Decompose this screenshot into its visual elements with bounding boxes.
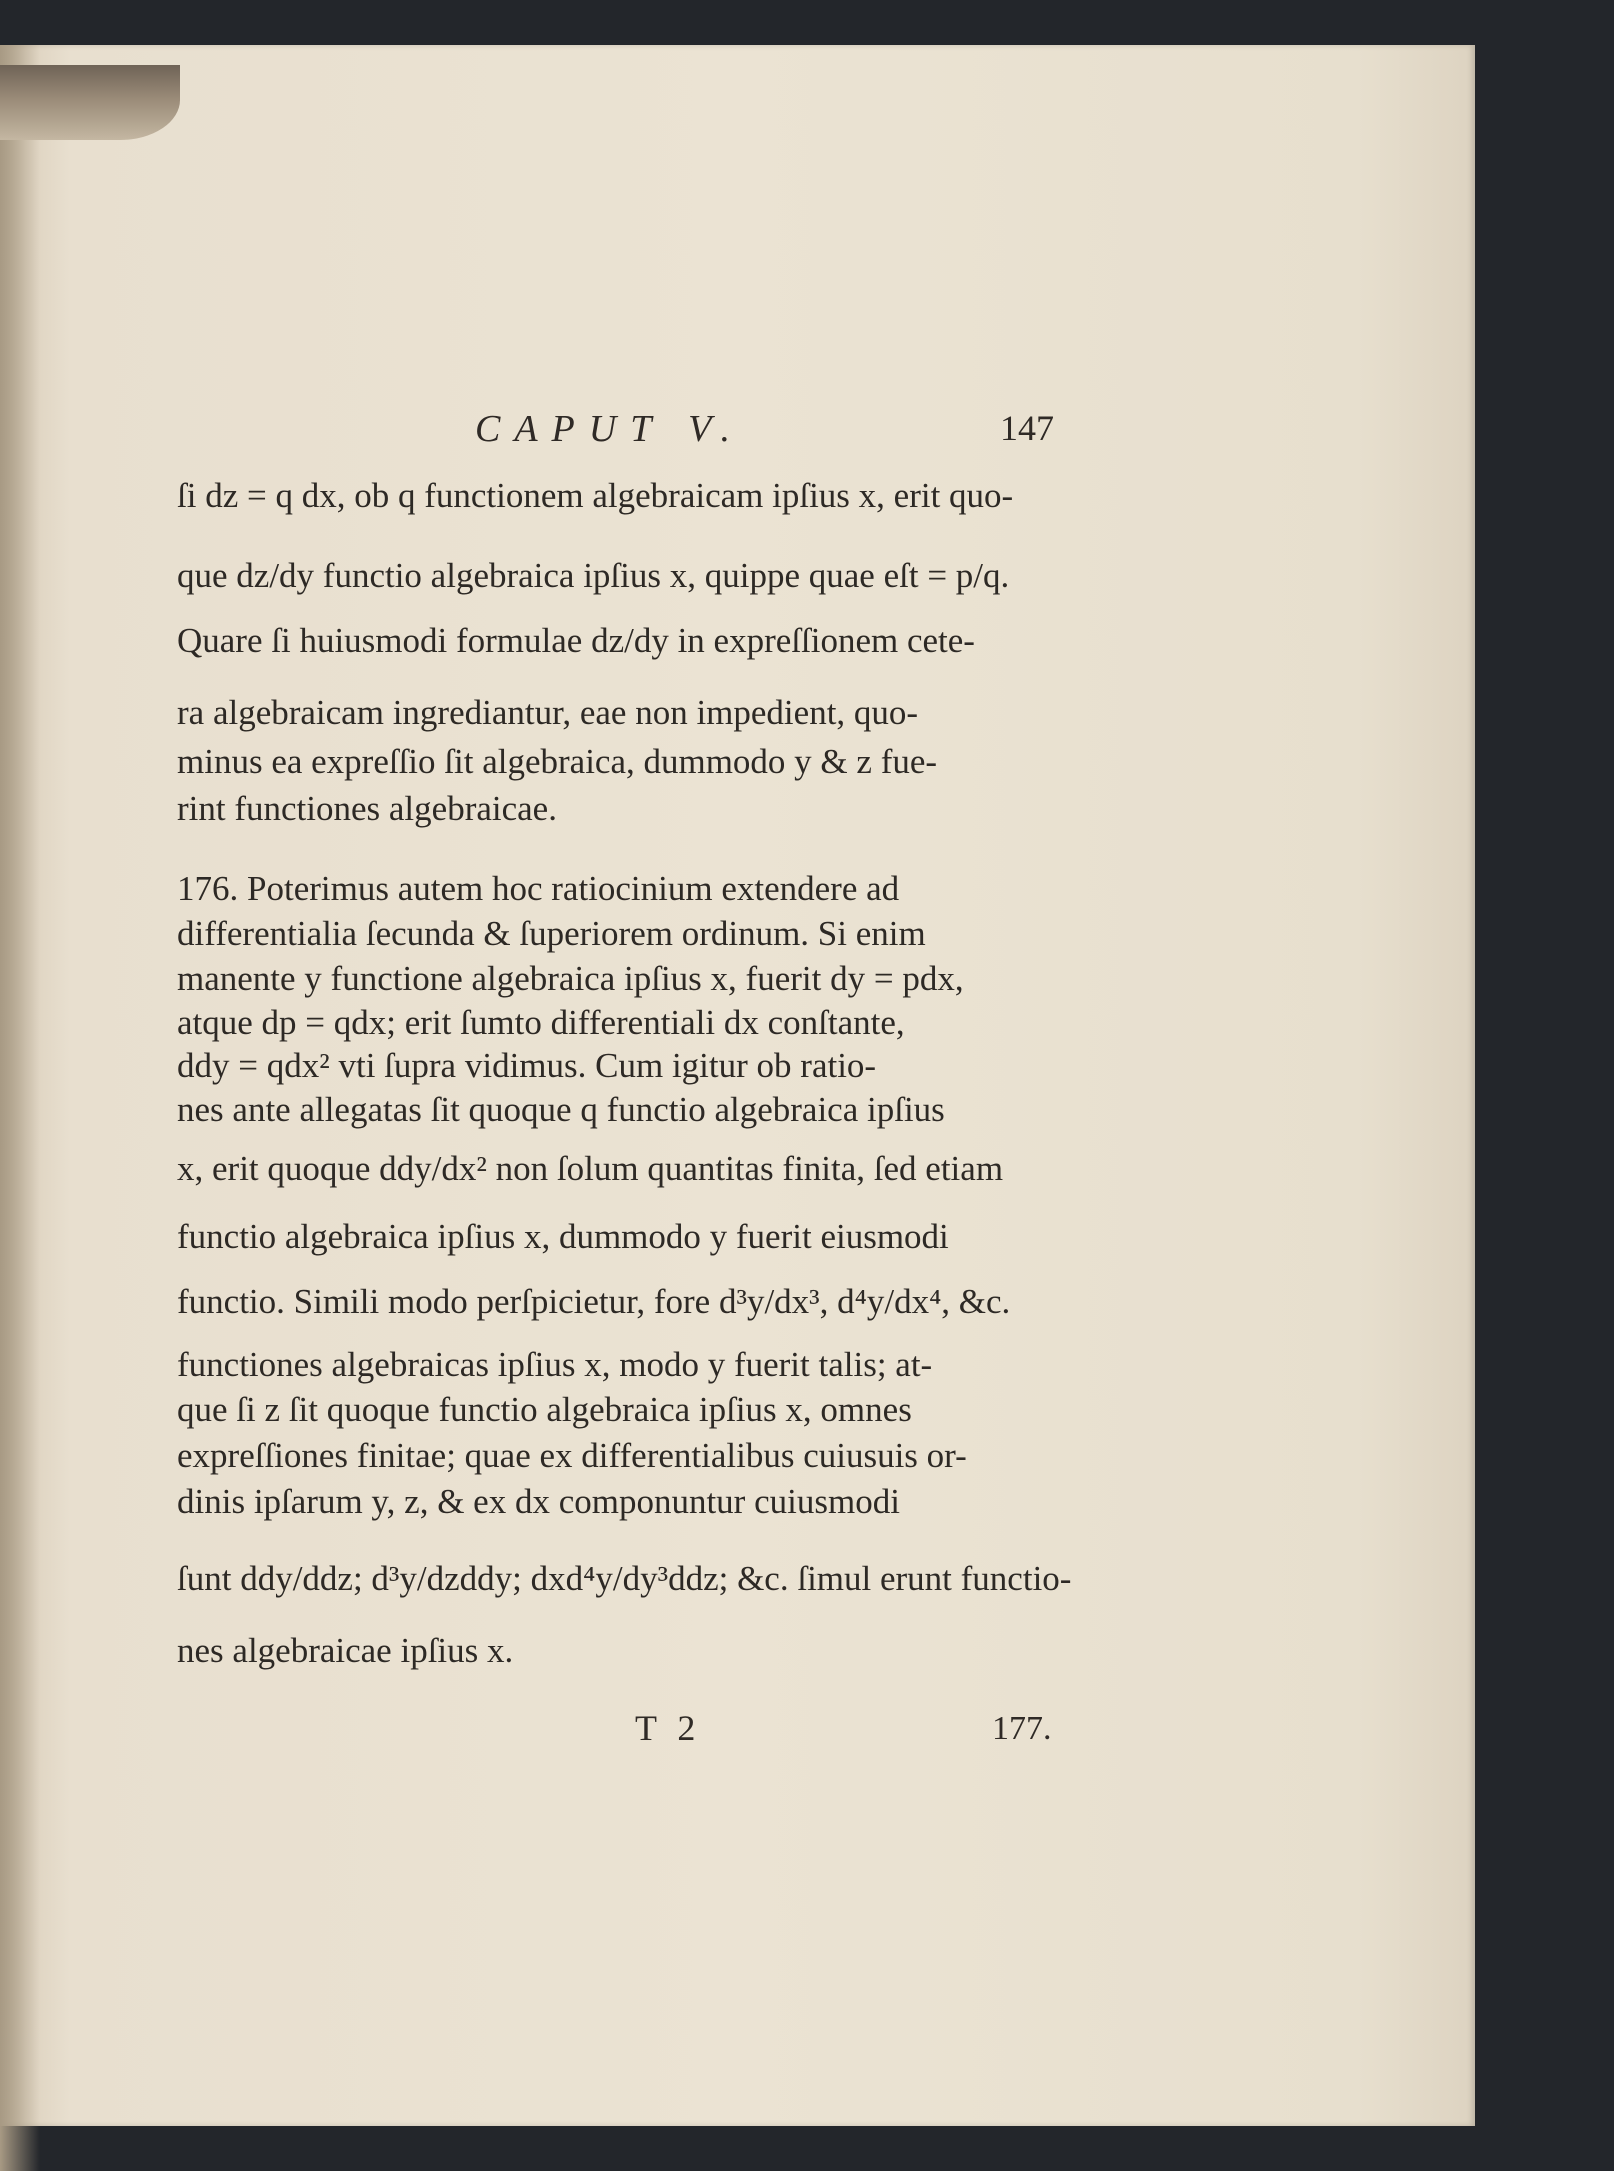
page-number: 147 (1000, 408, 1054, 448)
text-line: x, erit quoque ddy/dx² non ſolum quantitas finita, ſed etiam (177, 1149, 1004, 1188)
text-line: expreſſiones finitae; quae ex differentialibus cuiusuis or- (177, 1436, 967, 1475)
text-line: que dz/dy functio algebraica ipſius x, quippe quae eſt = p/q. (177, 556, 1010, 595)
paragraph-start-176: 176. Poterimus autem hoc ratiocinium extendere ad (177, 869, 900, 908)
text-line: rint functiones algebraicae. (177, 789, 557, 828)
text-line: nes ante allegatas ſit quoque q functio algebraica ipſius (177, 1090, 945, 1129)
text-line: minus ea expreſſio ſit algebraica, dummodo y & z fue- (177, 742, 938, 781)
page-gutter-shadow (0, 45, 40, 2171)
text-line: atque dp = qdx; erit ſumto differentiali dx conſtante, (177, 1003, 905, 1042)
book-spine-fragment (0, 65, 180, 140)
text-line: que ſi z ſit quoque functio algebraica ipſius x, omnes (177, 1390, 912, 1429)
text-line: ſunt ddy/ddz; d³y/dzddy; dxd⁴y/dy³ddz; &c. ſimul erunt functio- (177, 1559, 1072, 1598)
text-line: functio algebraica ipſius x, dummodo y fuerit eiusmodi (177, 1217, 949, 1256)
book-page (0, 45, 1475, 2126)
running-header-title: CAPUT V. (475, 408, 744, 450)
text-line: manente y functione algebraica ipſius x, fuerit dy = pdx, (177, 959, 964, 998)
text-line: functiones algebraicas ipſius x, modo y fuerit talis; at- (177, 1345, 933, 1384)
signature-mark: T 2 (635, 1708, 702, 1748)
text-line: functio. Simili modo perſpicietur, fore d³y/dx³, d⁴y/dx⁴, &c. (177, 1282, 1011, 1321)
text-line: ra algebraicam ingrediantur, eae non impedient, quo- (177, 693, 919, 732)
catchword: 177. (992, 1710, 1052, 1747)
text-line: Quare ſi huiusmodi formulae dz/dy in expreſſionem cete- (177, 621, 975, 660)
text-line: ſi dz = q dx, ob q functionem algebraicam ipſius x, erit quo- (177, 476, 1014, 515)
text-line: nes algebraicae ipſius x. (177, 1631, 514, 1670)
text-line: dinis ipſarum y, z, & ex dx componuntur cuiusmodi (177, 1482, 900, 1521)
text-line: differentialia ſecunda & ſuperiorem ordinum. Si enim (177, 914, 926, 953)
text-line: ddy = qdx² vti ſupra vidimus. Cum igitur ob ratio- (177, 1046, 877, 1085)
